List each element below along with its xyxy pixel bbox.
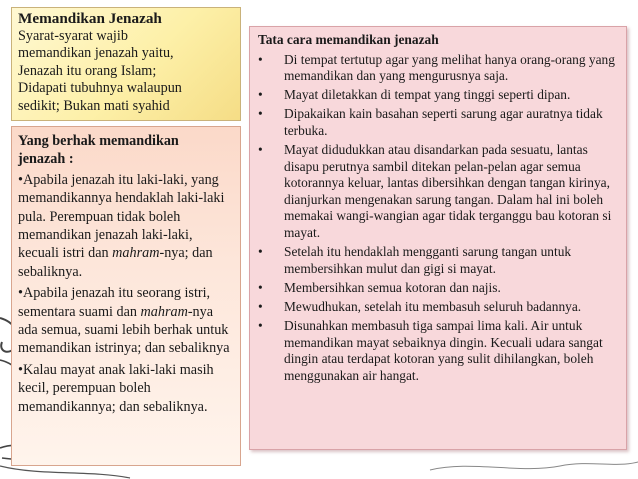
procedure-item-text: Mayat diletakkan di tempat yang tinggi seperti dipan. bbox=[284, 87, 571, 103]
procedure-item-text: Di tempat tertutup agar yang melihat hanya orang-orang yang memandikan dan yang mengurusnya saja. bbox=[284, 51, 615, 84]
procedure-item bbox=[258, 52, 616, 85]
procedure-item-text: Mewudhukan, setelah itu membasuh seluruh badannya. bbox=[284, 298, 582, 314]
eligibility-point-2-text: •Apabila jenazah itu seorang istri, sementara suami dan bbox=[18, 285, 211, 320]
eligibility-box bbox=[11, 126, 241, 466]
bullet-icon: • bbox=[258, 318, 263, 333]
eligibility-point-1-italic: mahram bbox=[112, 245, 160, 262]
procedure-box bbox=[249, 26, 627, 450]
procedure-heading: Tata cara memandikan jenazah bbox=[258, 32, 439, 47]
procedure-item-text: Membersihkan semua kotoran dan najis. bbox=[284, 279, 501, 295]
procedure-list bbox=[258, 52, 616, 385]
eligibility-point-2-end: -nya ada semua, suami lebih berhak untuk memandikan istrinya; dan sebaliknya bbox=[18, 303, 230, 357]
bullet-icon: • bbox=[258, 279, 263, 295]
procedure-item bbox=[258, 280, 616, 297]
procedure-item bbox=[258, 244, 616, 277]
procedure-item-text: Dipakaikan kain basahan seperti sarung agar auratnya tidak terbuka. bbox=[284, 106, 603, 138]
eligibility-point-2-italic: mahram bbox=[140, 303, 188, 320]
procedure-item bbox=[258, 87, 616, 104]
eligibility-point-1 bbox=[18, 171, 235, 281]
procedure-item-text: Disunahkan membasuh tiga sampai lima kali. Air untuk memandikan mayat sebaiknya dingin. Kecuali udara sangat dingin atau terdapat kotoran yang sulit dihilangkan, boleh menggunakan air hangat. bbox=[284, 318, 603, 383]
bullet-icon: • bbox=[258, 142, 263, 158]
requirements-title: Memandikan Jenazah bbox=[18, 10, 162, 27]
bullet-icon: • bbox=[258, 298, 263, 314]
eligibility-point-2 bbox=[18, 284, 235, 358]
eligibility-heading-line2: jenazah : bbox=[18, 151, 74, 168]
procedure-item bbox=[258, 106, 616, 139]
procedure-item-text: Setelah itu hendaklah mengganti sarung tangan untuk membersihkan mulut dan gigi si mayat. bbox=[284, 244, 572, 276]
procedure-item bbox=[258, 299, 616, 316]
bullet-icon: • bbox=[258, 244, 263, 260]
bullet-icon: • bbox=[258, 87, 263, 103]
procedure-item bbox=[258, 318, 616, 384]
procedure-item bbox=[258, 142, 616, 242]
requirements-text: Syarat-syarat wajib memandikan jenazah yaitu, Jenazah itu orang Islam; Didapati tubuhnya walaupun sedikit; Bukan mati syahid bbox=[18, 28, 182, 114]
eligibility-point-1-end: -nya; dan sebaliknya. bbox=[18, 245, 213, 280]
procedure-item-text: Mayat didudukkan atau disandarkan pada sesuatu, lantas disapu perutnya sambil ditekan pelan-pelan agar semua kotorannya keluar, lantas dibersihkan dengan tangan kirinya, dianjurkan mengenakan sarung tangan. Dalam hal ini boleh memakai wangi-wangian agar tidak terganggu bau kotoran si mayat. bbox=[284, 142, 612, 241]
eligibility-heading bbox=[18, 132, 235, 169]
bullet-icon: • bbox=[258, 106, 263, 122]
eligibility-point-3: •Kalau mayat anak laki-laki masih kecil, perempuan boleh memandikannya; dan sebaliknya. bbox=[18, 361, 214, 415]
bullet-icon: • bbox=[258, 51, 263, 67]
requirements-box bbox=[11, 7, 241, 121]
eligibility-point-1-text: •Apabila jenazah itu laki-laki, yang memandikannya hendaklah laki-laki pula. Perempuan tidak boleh memandikan jenazah laki-laki, kecuali istri dan bbox=[18, 171, 225, 262]
eligibility-heading-line1: Yang berhak memandikan bbox=[18, 133, 179, 149]
